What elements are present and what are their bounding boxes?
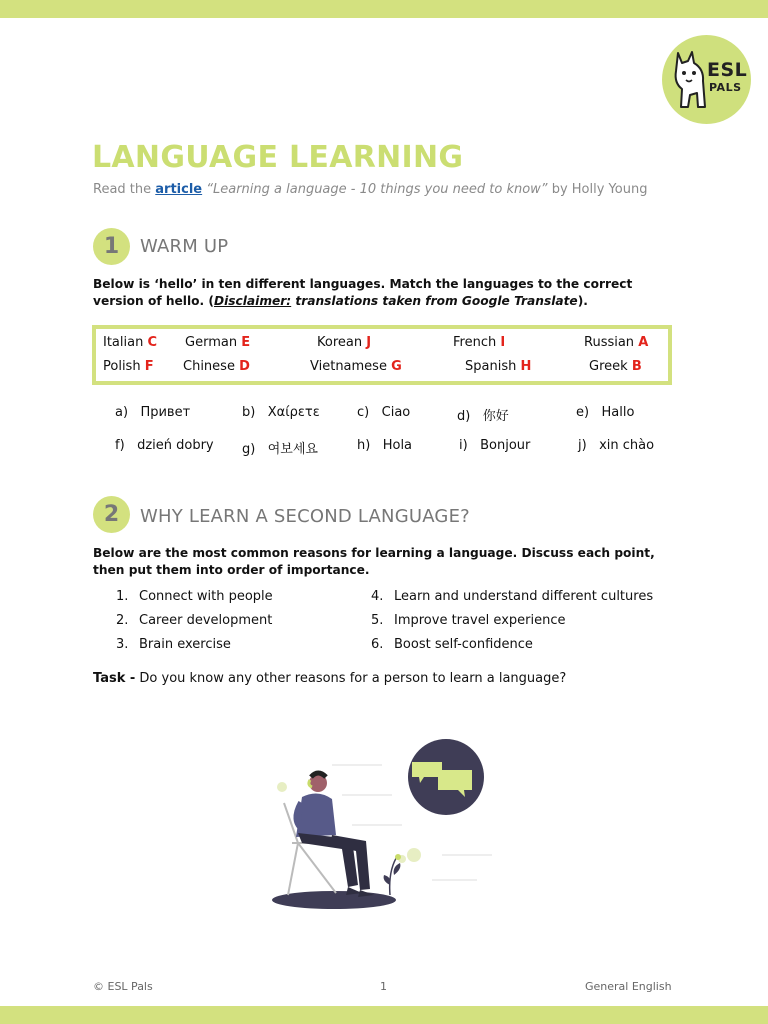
reason-text: Learn and understand different cultures — [394, 589, 654, 604]
option-letter: j) — [578, 438, 587, 453]
reason-text: Improve travel experience — [394, 613, 566, 628]
language-name: Spanish — [465, 359, 517, 374]
reason-number: 3. — [116, 637, 129, 652]
article-link[interactable]: article — [155, 182, 203, 197]
language-answer: E — [241, 335, 251, 350]
esl-pals-logo — [662, 35, 751, 124]
language-answer: J — [366, 335, 372, 350]
footer-copyright: © ESL Pals — [93, 980, 153, 993]
reason-item — [116, 613, 272, 628]
reason-text: Brain exercise — [139, 637, 231, 652]
subtitle-prefix: Read the — [93, 182, 152, 197]
option-text: xin chào — [599, 438, 655, 453]
logo-text-pals: PALS — [709, 81, 742, 94]
reason-item — [116, 637, 231, 652]
option-text: Hallo — [601, 405, 635, 420]
warm-up-instruction — [93, 276, 675, 310]
language-item — [310, 359, 402, 374]
task-text: Do you know any other reasons for a person to learn a language? — [135, 671, 567, 686]
section-number-1: 1 — [93, 228, 130, 265]
hello-option — [242, 438, 318, 457]
footer-page-number: 1 — [380, 980, 387, 993]
section-heading-warm-up: WARM UP — [140, 236, 229, 257]
footer-course: General English — [585, 980, 672, 993]
reason-number: 5. — [371, 613, 384, 628]
hello-option — [578, 438, 654, 453]
hello-option — [576, 405, 634, 420]
language-name: French — [453, 335, 497, 350]
language-item — [317, 335, 371, 350]
option-text: 你好 — [482, 409, 509, 424]
language-name: German — [185, 335, 238, 350]
option-letter: e) — [576, 405, 590, 420]
reasons-instruction: Below are the most common reasons for learning a language. Discuss each point, then put them into order of importance. — [93, 546, 655, 577]
option-text: Hola — [382, 438, 413, 453]
reason-number: 1. — [116, 589, 129, 604]
language-item — [183, 359, 250, 374]
option-letter: b) — [242, 405, 256, 420]
language-name: Russian — [584, 335, 635, 350]
hello-option — [357, 438, 412, 453]
hello-option — [115, 405, 190, 420]
language-name: Greek — [589, 359, 628, 374]
reason-text: Boost self-confidence — [394, 637, 533, 652]
section-heading-why-learn: WHY LEARN A SECOND LANGUAGE? — [140, 506, 470, 527]
language-name: Chinese — [183, 359, 235, 374]
subtitle — [93, 182, 647, 197]
option-letter: f) — [115, 438, 125, 453]
person-thinking-illustration — [262, 725, 512, 915]
disclaimer-text: translations taken from Google Translate — [291, 294, 578, 308]
top-accent-bar — [0, 0, 768, 18]
language-answer: H — [520, 359, 532, 374]
language-answer-box — [92, 325, 672, 385]
option-letter: a) — [115, 405, 129, 420]
option-letter: g) — [242, 442, 256, 457]
reason-number: 6. — [371, 637, 384, 652]
reason-text: Connect with people — [139, 589, 273, 604]
reason-item — [371, 637, 533, 652]
language-name: Italian — [103, 335, 144, 350]
language-item — [185, 335, 250, 350]
language-name: Vietnamese — [310, 359, 387, 374]
hello-option — [457, 405, 509, 424]
article-quote: “Learning a language - 10 things you need to know” — [206, 182, 548, 197]
option-text: Bonjour — [480, 438, 531, 453]
disclaimer-label: Disclaimer: — [213, 294, 292, 308]
hello-option — [242, 405, 320, 420]
language-name: Polish — [103, 359, 141, 374]
language-item — [465, 359, 531, 374]
llama-icon — [670, 49, 710, 111]
section-number-2: 2 — [93, 496, 130, 533]
language-answer: B — [631, 359, 642, 374]
language-answer: C — [147, 335, 158, 350]
language-item — [103, 335, 157, 350]
page-title: LANGUAGE LEARNING — [92, 140, 464, 175]
language-answer: D — [239, 359, 250, 374]
instruction-end: ). — [577, 294, 588, 308]
option-text: Ciao — [381, 405, 411, 420]
option-text: Χαίρετε — [267, 405, 320, 420]
language-item — [453, 335, 505, 350]
reason-item — [371, 613, 565, 628]
language-answer: A — [638, 335, 649, 350]
option-letter: i) — [459, 438, 468, 453]
reason-number: 4. — [371, 589, 384, 604]
task-line — [93, 671, 566, 686]
language-item — [584, 335, 648, 350]
logo-text-esl: ESL — [707, 59, 748, 81]
language-answer: I — [500, 335, 506, 350]
language-item — [589, 359, 642, 374]
bottom-accent-bar — [0, 1006, 768, 1024]
option-letter: d) — [457, 409, 471, 424]
option-text: Привет — [140, 405, 191, 420]
option-text: 여보세요 — [267, 442, 318, 457]
reason-text: Career development — [139, 613, 273, 628]
subtitle-suffix: by Holly Young — [551, 182, 648, 197]
language-name: Korean — [317, 335, 363, 350]
hello-option — [357, 405, 410, 420]
reason-item — [116, 589, 273, 604]
option-letter: c) — [357, 405, 370, 420]
reason-number: 2. — [116, 613, 129, 628]
language-answer: F — [144, 359, 154, 374]
hello-option — [115, 438, 214, 453]
language-item — [103, 359, 154, 374]
option-letter: h) — [357, 438, 371, 453]
reason-item — [371, 589, 653, 604]
hello-option — [459, 438, 530, 453]
task-label: Task - — [93, 671, 136, 686]
instruction-main: Below is ‘hello’ in ten different languages. Match the languages to the correct version of hello. ( — [93, 277, 633, 308]
language-answer: G — [391, 359, 402, 374]
option-text: dzień dobry — [137, 438, 214, 453]
